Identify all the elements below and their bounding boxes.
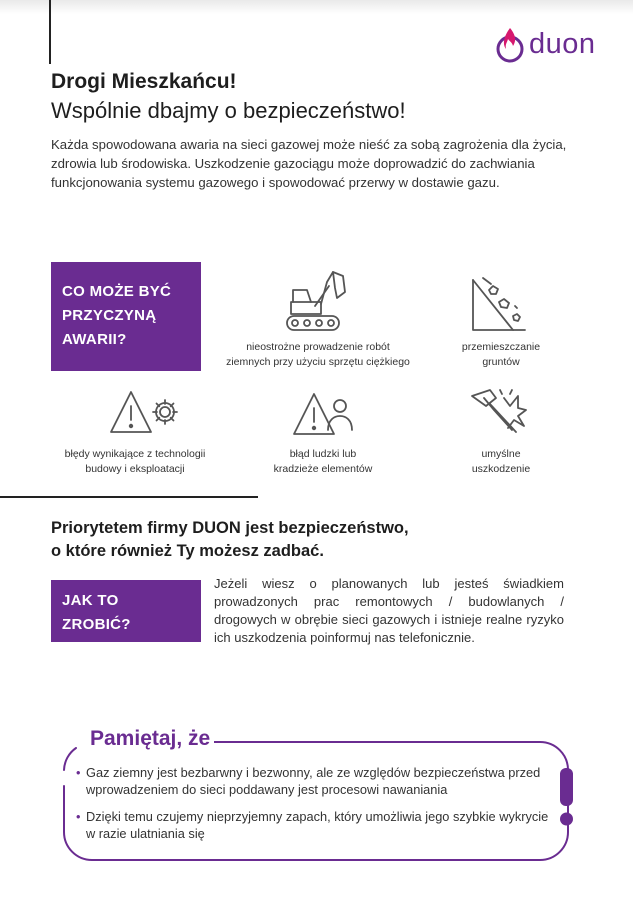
list-item: • Gaz ziemny jest bezbarwny i bezwonny, ale ze względów bezpieczeństwa przed wprowadzeniem do sieci poddawany jest procesowi nawaniania [76,764,556,798]
how-heading-line: ZROBIĆ? [62,616,131,633]
caption-line: nieostrożne prowadzenie robót [246,341,390,353]
priority-heading [51,517,409,563]
cause-caption [446,447,556,477]
logo-wordmark: duon [529,28,596,60]
remember-title: Pamiętaj, że [86,727,214,751]
causes-heading-line: PRZYCZYNĄ [62,307,157,324]
cause-caption [436,340,566,370]
causes-heading-line: CO MOŻE BYĆ [62,283,172,300]
flame-logo-icon [495,22,529,66]
caption-line: gruntów [482,356,520,368]
exclamation-icon [556,764,578,828]
caption-line: błędy wynikające z technologii [64,448,206,460]
caption-line: kradzieże elementów [273,463,373,475]
how-heading-box [51,580,201,642]
cause-caption [203,340,433,370]
caption-line: przemieszczanie [461,341,541,353]
cause-caption [248,447,398,477]
remember-list [76,764,556,852]
caption-line: ziemnych przy użyciu sprzętu ciężkiego [226,356,410,368]
priority-line: Priorytetem firmy DUON jest bezpieczeństwo, [51,519,409,537]
top-shade [0,0,633,14]
warning-gear-icon [109,388,181,438]
decorative-vertical-line [49,0,51,64]
caption-line: budowy i eksploatacji [85,463,185,475]
intro-paragraph: Każda spowodowana awaria na sieci gazowej może nieść za sobą zagrożenia dla życia, zdrowia lub środowiska. Uszkodzenie gazociągu może doprowadzić do zachwiania funkcjonowania systemu gazowego i spowodować przerwy w dostawie gazu. [51,137,567,190]
landslide-icon [469,276,529,334]
caption-line: błąd ludzki lub [289,448,357,460]
duon-logo [495,22,615,72]
excavator-icon [283,268,347,334]
causes-heading-line: AWARII? [62,331,127,348]
caption-line: umyślne [481,448,521,460]
hammer-break-icon [468,386,530,440]
how-heading-line: JAK TO [62,592,119,609]
priority-line: o które również Ty możesz zadbać. [51,542,324,560]
warning-person-icon [292,390,354,438]
list-item: • Dzięki temu czujemy nieprzyjemny zapach, który umożliwia jego szybkie wykrycie w razie ulatniania się [76,808,556,842]
causes-heading-box [51,262,201,371]
caption-line: uszkodzenie [471,463,531,475]
page-subtitle: Wspólnie dbajmy o bezpieczeństwo! [51,98,406,123]
page-title: Drogi Mieszkańcu! [51,70,237,93]
cause-caption [40,447,230,477]
how-paragraph: Jeżeli wiesz o planowanych lub jesteś świadkiem prowadzonych prac remontowych / budowlanych / drogowych w obrębie sieci gazowych i istnieje realne ryzyko ich uszkodzenia poinformuj nas telefonicznie. [214,576,564,645]
section-divider [0,496,258,498]
